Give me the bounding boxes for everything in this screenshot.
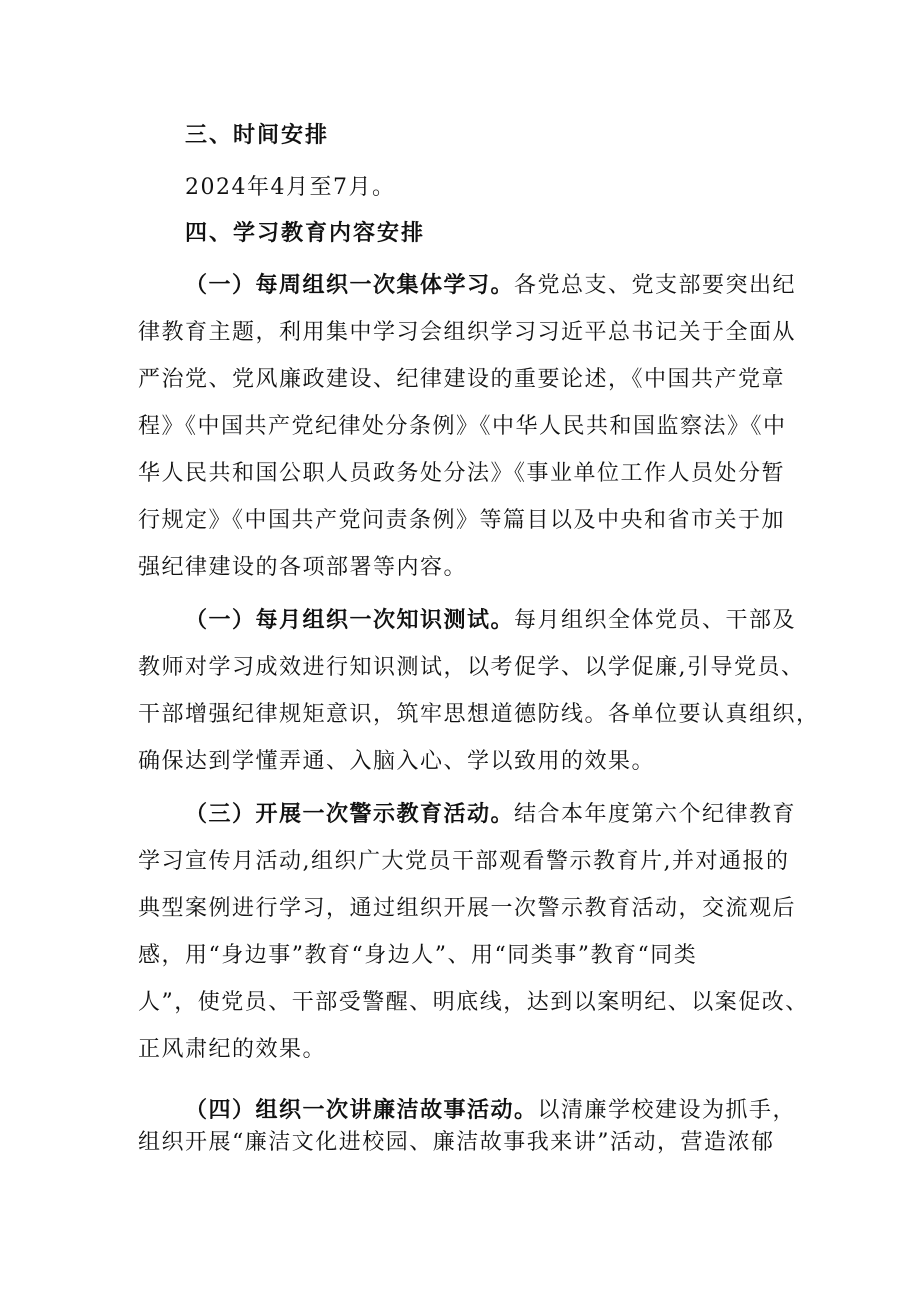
paragraph-3-line-5: 人”，使党员、干部受警醒、明底线，达到以案明纪、以案促改、 (138, 990, 809, 1015)
section-3-text: 2024年4月至7月。 (185, 175, 396, 200)
paragraph-2-first-text: 每月组织全体党员、干部及 (514, 608, 797, 633)
paragraph-2-line-1 (185, 603, 796, 634)
paragraph-1-line-2: 律教育主题，利用集中学习会组织学习习近平总书记关于全面从 (138, 320, 797, 345)
paragraph-2-lead: （一）每月组织一次知识测试。 (185, 607, 515, 633)
paragraph-1-line-3: 严治党、党风廉政建设、纪律建设的重要论述，《中国共产党章 (138, 367, 786, 392)
paragraph-3-line-2: 学习宣传月活动,组织广大党员干部观看警示教育片,并对通报的 (138, 849, 790, 874)
paragraph-1-lead: （一）每周组织一次集体学习。 (185, 272, 515, 298)
paragraph-3-line-4: 感，用“身边事”教育“身边人”、用“同类事”教育“同类 (138, 943, 698, 968)
paragraph-3-first-text: 结合本年度第六个纪律教育 (514, 802, 797, 827)
paragraph-1-line-5: 华人民共和国公职人员政务处分法》《事业单位工作人员处分暂 (138, 461, 786, 486)
paragraph-3-lead: （三）开展一次警示教育活动。 (185, 801, 515, 827)
paragraph-4-lead: （四）组织一次讲廉洁故事活动。 (185, 1097, 538, 1123)
paragraph-4-first-text: 以清廉学校建设为抓手， (537, 1098, 797, 1123)
paragraph-1-line-7: 强纪律建设的各项部署等内容。 (138, 555, 468, 580)
paragraph-2-line-2: 教师对学习成效进行知识测试，以考促学、以学促廉,引导党员、 (138, 655, 805, 680)
paragraph-1-line-6: 行规定》《中国共产党问责条例》等篇目以及中央和省市关于加 (138, 508, 786, 533)
paragraph-4-line-1 (185, 1093, 796, 1124)
paragraph-3-line-3: 典型案例进行学习，通过组织开展一次警示教育活动，交流观后 (138, 896, 797, 921)
section-3-heading: 三、时间安排 (185, 122, 330, 148)
paragraph-2-line-3: 干部增强纪律规矩意识，筑牢思想道德防线。各单位要认真组织， (138, 702, 820, 727)
paragraph-3-line-6: 正风肃纪的效果。 (138, 1037, 327, 1062)
paragraph-1-first-text: 各党总支、党支部要突出纪 (514, 273, 797, 298)
paragraph-2-line-4: 确保达到学懂弄通、入脑入心、学以致用的效果。 (138, 749, 656, 774)
paragraph-4-line-2: 组织开展“廉洁文化进校园、廉洁故事我来讲”活动，营造浓郁 (138, 1130, 775, 1155)
section-4-heading: 四、学习教育内容安排 (185, 220, 426, 246)
paragraph-1-line-4: 程》《中国共产党纪律处分条例》《中华人民共和国监察法》《中 (138, 414, 787, 439)
paragraph-3-line-1 (185, 797, 796, 828)
paragraph-1-line-1 (185, 268, 796, 299)
